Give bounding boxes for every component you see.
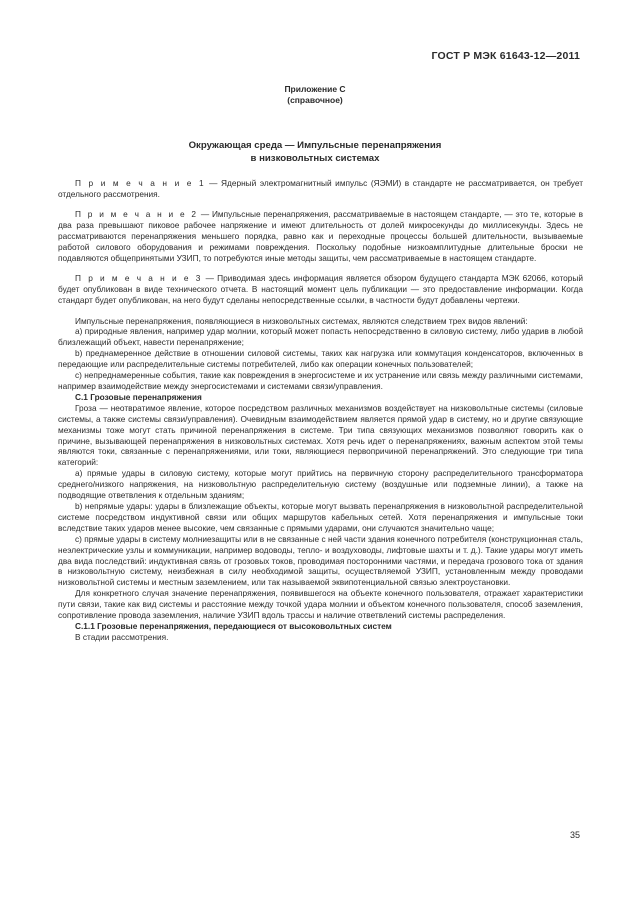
note-text: — Импульсные перенапряжения, рассматриваемые в настоящем стандарте, — это те, которые в два раза превышают пиковое рабочее напряжение и имеют длительность от долей микросекунды до миллисекунды. Здесь не рассматриваются перенапряжения меньшего порядка, равно как и переходные процессы большей длительности, вызываемые работой силового оборудования и режимами повреждения. Поскольку подобные низкоамплитудные длительные броски не подавляются общепринятыми УЗИП, то потребуются иные методы защиты, чем рассматриваемые в настоящем стандарте. xyxy=(58,209,583,263)
note-label: П р и м е ч а н и е 3 xyxy=(75,273,203,284)
note-3 xyxy=(58,273,583,306)
appendix-heading xyxy=(0,84,630,106)
note-text: — Приводимая здесь информация является обзором будущего стандарта МЭК 62066, который будет опубликован в виде технического отчета. В настоящий момент цель публикации — это предоставление информации. Когда стандарт будет опубликован, на него будут сделаны непосредственные ссылки, в частности будут добавлены чертежи. xyxy=(58,273,583,306)
intro-item-a: а) природные явления, например удар молнии, который может попасть непосредственно в силовую систему, либо ударив в любой близлежащий объект, навести перенапряжение; xyxy=(58,326,583,348)
section-heading-c1: С.1 Грозовые перенапряжения xyxy=(75,391,202,402)
section-c1-paragraph-2: Для конкретного случая значение перенапряжения, появившегося на объекте конечного пользователя, отражает характеристики пути связи, такие как вид системы и расстояние между точкой удара молнии и объектом конечного пользователя, способ заземления, сопротивление провода заземления, наличие УЗИП вдоль трассы и наличие ответвлений системы распределения. xyxy=(58,588,583,621)
document-title xyxy=(0,140,630,165)
note-text: — Ядерный электромагнитный импульс (ЯЭМИ) в стандарте не рассматривается, он требует отдельного рассмотрения. xyxy=(58,178,583,199)
title-line-1: Окружающая среда — Импульсные перенапряжения xyxy=(188,140,442,151)
title-line-2: в низковольтных системах xyxy=(250,152,380,164)
standard-designation: ГОСТ Р МЭК 61643-12—2011 xyxy=(431,50,580,62)
appendix-title: Приложение С xyxy=(284,84,346,94)
section-c11-text: В стадии рассмотрения. xyxy=(75,631,169,642)
section-heading-c11: С.1.1 Грозовые перенапряжения, передающиеся от высоковольтных систем xyxy=(75,620,392,631)
section-c1-item-c: с) прямые удары в систему молниезащиты или в не связанные с ней части здания конечного потребителя (конструкционная сталь, неэлектрические узлы и коммуникации, например водоводы, тепло- и воздуховоды, лифтовые шахты и т. д.). Такие удары могут иметь два вида последствий: индуктивная связь от грозовых токов, проводимая посторонними частями, и передача грозового тока от здания в низковольтную систему, неизбежная в силу необходимой защиты, осуществляемой УЗИП, установленным между проводами низковольтной системы и местным заземлением, или так называемой эквипотенциальной связью электроустановки. xyxy=(58,533,583,588)
page-number: 35 xyxy=(569,830,580,840)
intro-paragraph: Импульсные перенапряжения, появляющиеся в низковольтных системах, являются следствием трех видов явлений: xyxy=(75,315,528,326)
section-c1-paragraph-1: Гроза — неотвратимое явление, которое посредством различных механизмов воздействует на низковольтные системы (силовые системы, а также системы связи/управления). Очевидным взаимодействием является прямой удар в систему, но и другие связующие механизмы тоже могут стать причиной перенапряжения в системе. Три типа связующих механизмов позволяют говорить как о причине, вызывающей перенапряжения в низковольтных системах. Хотя речь идет о перенапряжениях, важным аспектом этой темы являются токи, связанные с перенапряжениями, или токи, являющиеся первопричиной перенапряжений. Это следующие три типа категорий: xyxy=(58,402,583,468)
intro-item-b: b) преднамеренное действие в отношении силовой системы, таких как нагрузка или коммутация конденсаторов, включенных в передающие или распределительные системы потребителей, либо как операции конечных пользователей; xyxy=(58,348,583,370)
section-c1-item-a: а) прямые удары в силовую систему, которые могут прийтись на первичную сторону распределительного трансформатора среднего/низкого напряжения, на низковольтную распределительную систему (воздушные или подземные линии), а также на подводящие ответвления к отдельным зданиям; xyxy=(58,468,583,501)
section-c1-item-b: b) непрямые удары: удары в близлежащие объекты, которые могут вызвать перенапряжения в низковольтной распределительной системе посредством индуктивной связи или общих маршрутов кабельных сетей. Хотя перенапряжения и импульсные токи вследствие таких ударов менее высокие, чем связанные с прямыми ударами, они случаются значительно чаще; xyxy=(58,500,583,533)
note-label: П р и м е ч а н и е 1 xyxy=(75,178,206,188)
appendix-type: (справочное) xyxy=(287,95,343,105)
document-body xyxy=(58,178,583,643)
intro-item-c: с) непреднамеренные события, такие как повреждения в энергосистеме и их устранение или связь между различными системами, например взаимодействие между энергосистемами и системами связи/управления. xyxy=(58,370,583,391)
note-label: П р и м е ч а н и е 2 xyxy=(75,209,199,220)
note-1 xyxy=(58,178,583,200)
note-2 xyxy=(58,209,583,264)
